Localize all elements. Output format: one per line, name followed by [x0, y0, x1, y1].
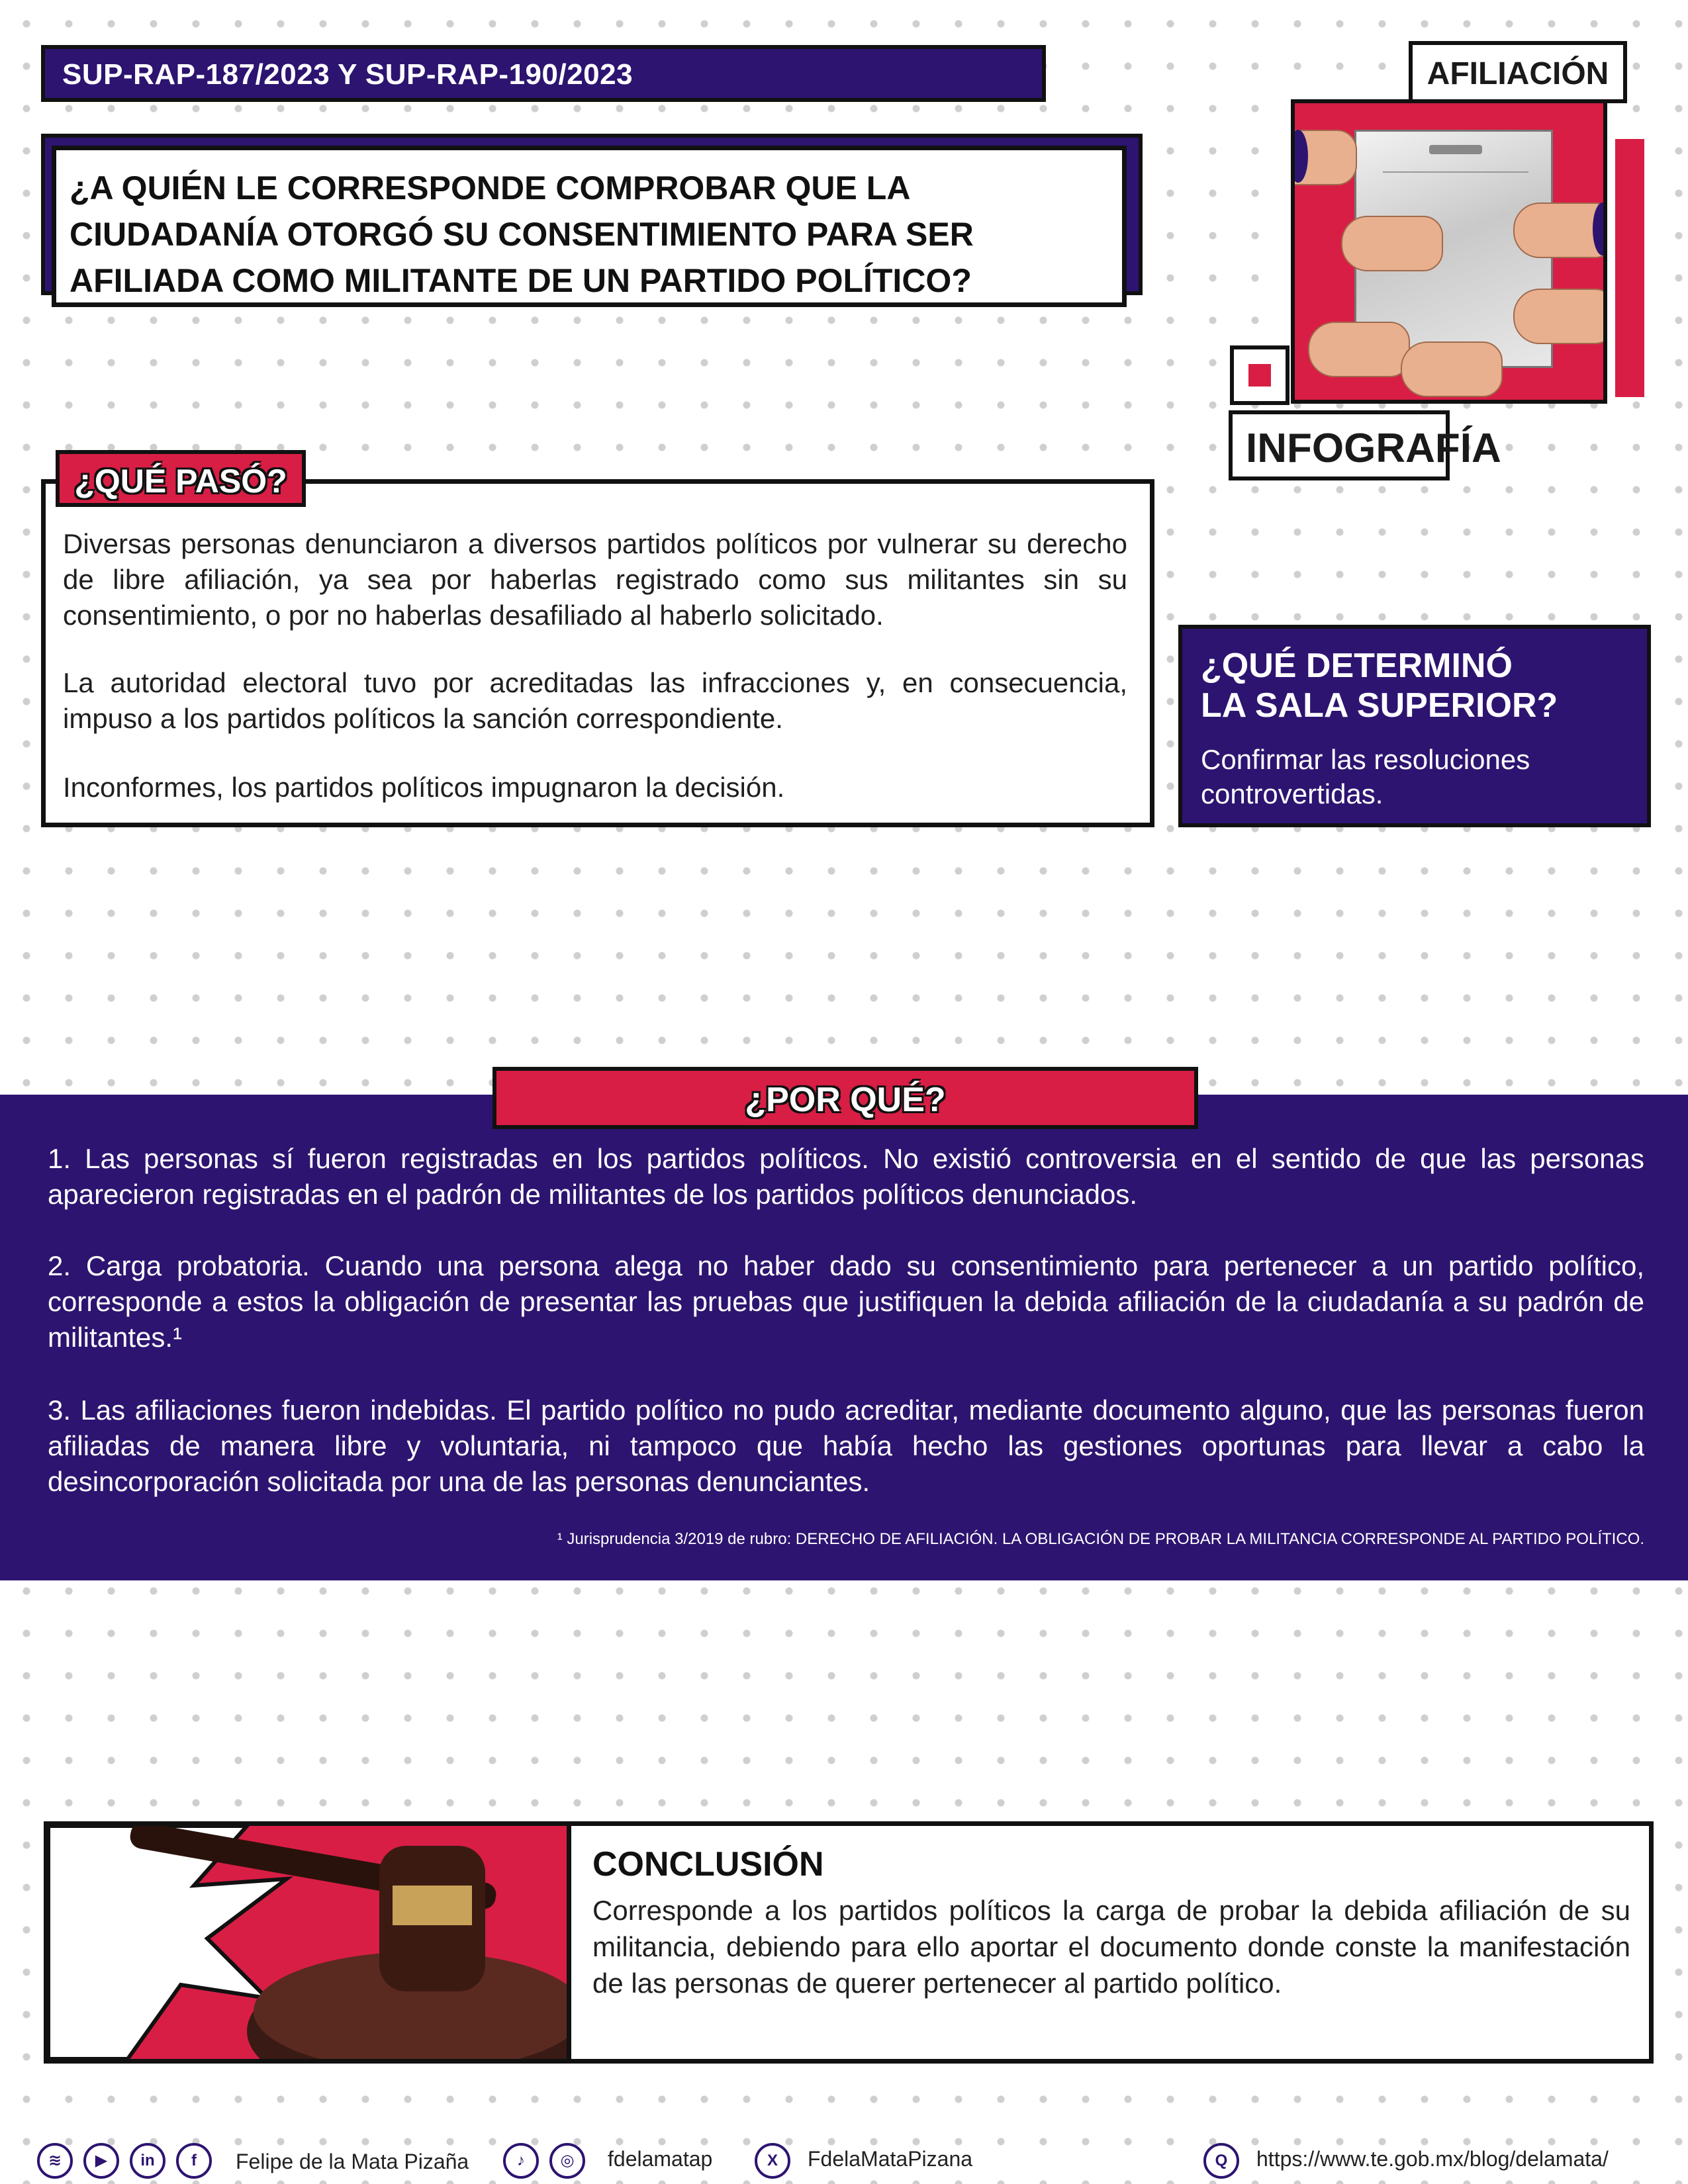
footer-x-handle: FdelaMataPizana — [808, 2147, 973, 2171]
question-box — [52, 146, 1127, 307]
decorative-square — [1230, 345, 1289, 405]
ballot-box-edge — [1383, 171, 1528, 173]
sleeve-cuff — [1593, 203, 1607, 255]
ballot-box-illustration — [1291, 99, 1607, 404]
conclusion-text: Corresponde a los partidos políticos la carga de probar la debida afiliación de su militancia, debiendo para ello aportar el documento donde conste la manifestación de las personas de querer pertenecer al partido político. — [592, 1895, 1630, 1999]
por-que-paragraph: 3. Las afiliaciones fueron indebidas. El partido político no pudo acreditar, mediante documento alguno, que las personas fueron afiliadas de manera libre y voluntaria, ni tampoco que había hecho las gestiones oportunas para llevar a cabo la desincorporación solicitada por una de las personas denunciantes. — [48, 1394, 1644, 1497]
gavel-illustration — [48, 1826, 571, 2059]
ballot-slot — [1429, 145, 1482, 154]
conclusion-box — [44, 1821, 1654, 2064]
por-que-label-text: ¿POR QUÉ? — [745, 1081, 946, 1119]
topic-tag — [1409, 41, 1627, 103]
thumbs-up-icon — [1401, 341, 1503, 397]
x-icon[interactable]: X — [755, 2143, 790, 2179]
youtube-icon[interactable]: ▶ — [83, 2143, 119, 2179]
footer-url[interactable]: https://www.te.gob.mx/blog/delamata/ — [1256, 2147, 1609, 2171]
conclusion-title: CONCLUSIÓN — [592, 1845, 824, 1884]
por-que-paragraph: 1. Las personas sí fueron registradas en los partidos políticos. No existió controversia en el sentido de que las personas aparecieron registradas en el padrón de militantes de los partidos políticos denunciados. — [48, 1143, 1644, 1210]
footer-handle: fdelamatap — [608, 2147, 713, 2171]
que-determino-box — [1178, 625, 1651, 827]
type-tag — [1229, 410, 1501, 480]
footer-name: Felipe de la Mata Pizaña — [236, 2150, 469, 2173]
que-paso-paragraph: Inconformes, los partidos políticos impugnaron la decisión. — [63, 772, 785, 803]
thumbs-down-icon — [1341, 216, 1443, 271]
que-determino-title-line: ¿QUÉ DETERMINÓ — [1201, 647, 1513, 685]
gavel-icon — [48, 1826, 571, 2059]
que-paso-box — [41, 479, 1154, 827]
que-determino-title-line: LA SALA SUPERIOR? — [1201, 686, 1558, 725]
topic-tag-label: AFILIACIÓN — [1427, 56, 1609, 91]
por-que-paragraph: 2. Carga probatoria. Cuando una persona alega no haber dado su consentimiento para pertenecer a un partido político, corresponde a estos la obligación de presentar las pruebas que justifiquen la debida afiliación de la ciudadanía a su padrón de militantes.¹ — [48, 1250, 1644, 1353]
linkedin-icon[interactable]: in — [130, 2143, 165, 2179]
tiktok-icon[interactable]: ♪ — [503, 2143, 539, 2179]
facebook-icon[interactable]: f — [176, 2143, 212, 2179]
por-que-label — [492, 1067, 1198, 1129]
case-number-text: SUP-RAP-187/2023 Y SUP-RAP-190/2023 — [62, 58, 633, 91]
thumbs-up-icon — [1308, 322, 1410, 377]
question-heading: ¿A QUIÉN LE CORRESPONDE COMPROBAR QUE LA CIUDADANÍA OTORGÓ SU CONSENTIMIENTO PARA SER AFILIADA COMO MILITANTE DE UN PARTIDO POLÍTICO? — [70, 169, 974, 299]
case-number-bar — [41, 45, 1046, 102]
search-icon[interactable]: Q — [1203, 2143, 1239, 2179]
que-determino-title — [1201, 646, 1558, 725]
instagram-icon[interactable]: ◎ — [549, 2143, 585, 2179]
que-paso-label-text: ¿QUÉ PASÓ? — [74, 463, 287, 500]
por-que-band — [0, 1095, 1688, 1580]
spotify-icon[interactable]: ≋ — [37, 2143, 73, 2179]
que-paso-label — [56, 450, 306, 507]
thumbs-down-icon — [1513, 289, 1607, 344]
footnote: ¹ Jurisprudencia 3/2019 de rubro: DERECHO DE AFILIACIÓN. LA OBLIGACIÓN DE PROBAR LA MILITANCIA CORRESPONDE AL PARTIDO POLÍTICO. — [557, 1530, 1644, 1548]
decorative-stripe — [1615, 139, 1644, 397]
que-paso-paragraph: Diversas personas denunciaron a diversos partidos políticos por vulnerar su derecho de libre afiliación, ya sea por haberlas registrado como sus militantes sin su consentimiento, o por no haberlas desafiliado al haberlo solicitado. — [63, 528, 1127, 631]
type-tag-label: INFOGRAFÍA — [1246, 426, 1501, 471]
que-paso-paragraph: La autoridad electoral tuvo por acreditadas las infracciones y, en consecuencia, impuso a los partidos políticos la sanción correspondiente. — [63, 667, 1127, 734]
que-determino-text: Confirmar las resoluciones controvertidas. — [1201, 744, 1530, 809]
